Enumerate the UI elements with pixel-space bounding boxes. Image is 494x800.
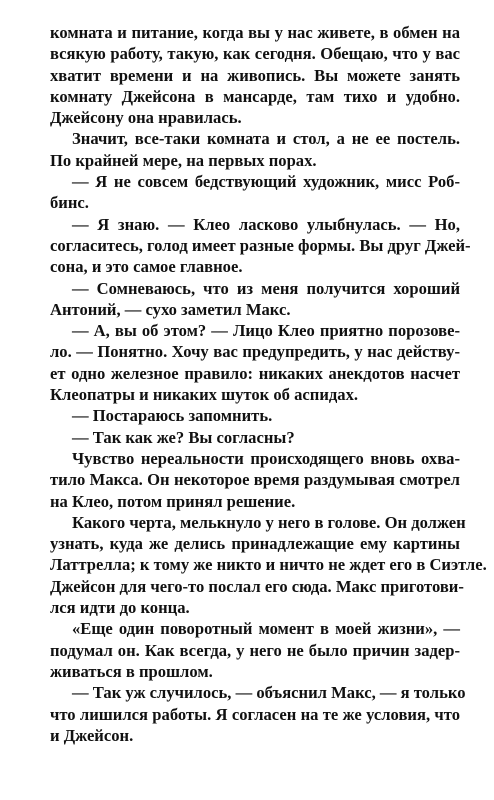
text-line: — Я знаю. — Клео ласково улыбнулась. — Но, [72, 214, 460, 234]
text-line: на Клео, потом принял решение. [50, 491, 296, 511]
text-line: — Так уж случилось, — объяснил Макс, — я только [72, 683, 466, 703]
text-line: Чувство нереальности происходящего вновь охва- [72, 448, 460, 468]
text-line: согласитесь, голод имеет разные формы. Вы друг Джей- [50, 235, 471, 255]
text-line: — Я не совсем бедствующий художник, мисс Роб- [72, 172, 460, 192]
text-line: ет одно железное правило: никаких анекдотов насчет [50, 363, 460, 383]
text-line: — Сомневаюсь, что из меня получится хороший [72, 278, 460, 298]
text-line: и Джейсон. [50, 725, 134, 745]
text-line: живаться в прошлом. [50, 661, 213, 681]
text-line: комната и питание, когда вы у нас живете, в обмен на [50, 23, 460, 42]
text-line: всякую работу, такую, как сегодня. Обещаю, что у вас [50, 44, 460, 64]
text-line: — А, вы об этом? — Лицо Клео приятно порозове- [72, 321, 460, 341]
book-page [50, 22, 487, 746]
text-line: Клеопатры и никаких шуток об аспидах. [50, 385, 359, 405]
text-line: — Постараюсь запомнить. [72, 406, 273, 426]
text-line: По крайней мере, на первых порах. [50, 150, 317, 170]
text-line: что лишился работы. Я согласен на те же условия, что [50, 704, 460, 724]
text-line: Джейсону она нравилась. [50, 108, 242, 128]
text-line: тило Макса. Он некоторое время раздумывая смотрел [50, 470, 460, 490]
text-line: подумал он. Как всегда, у него не было причин задер- [50, 640, 460, 660]
text-line: ло. — Понятно. Хочу вас предупредить, у нас действу- [50, 342, 460, 362]
text-line: Латтрелла; к тому же никто и ничто не ждет его в Сиэтле. [50, 555, 487, 575]
text-line: бинс. [50, 193, 89, 213]
text-line: сона, и это самое главное. [50, 257, 243, 277]
text-line: узнать, куда же делись принадлежащие ему картины [50, 534, 460, 554]
text-line: комнату Джейсона в мансарде, там тихо и удобно. [50, 86, 460, 106]
text-line: лся идти до конца. [50, 598, 190, 618]
text-line: Какого черта, мелькнуло у него в голове. Он должен [72, 512, 466, 532]
text-line: хватит времени и на живопись. Вы можете занять [50, 65, 460, 85]
text-line: Джейсон для чего-то послал его сюда. Макс приготови- [50, 576, 464, 596]
text-line: Значит, все-таки комната и стол, а не ее постель. [72, 129, 460, 149]
text-block [50, 22, 487, 746]
text-line: Антоний, — сухо заметил Макс. [50, 299, 291, 319]
text-line: — Так как же? Вы согласны? [72, 427, 295, 447]
text-line: «Еще один поворотный момент в моей жизни», — [72, 619, 460, 639]
